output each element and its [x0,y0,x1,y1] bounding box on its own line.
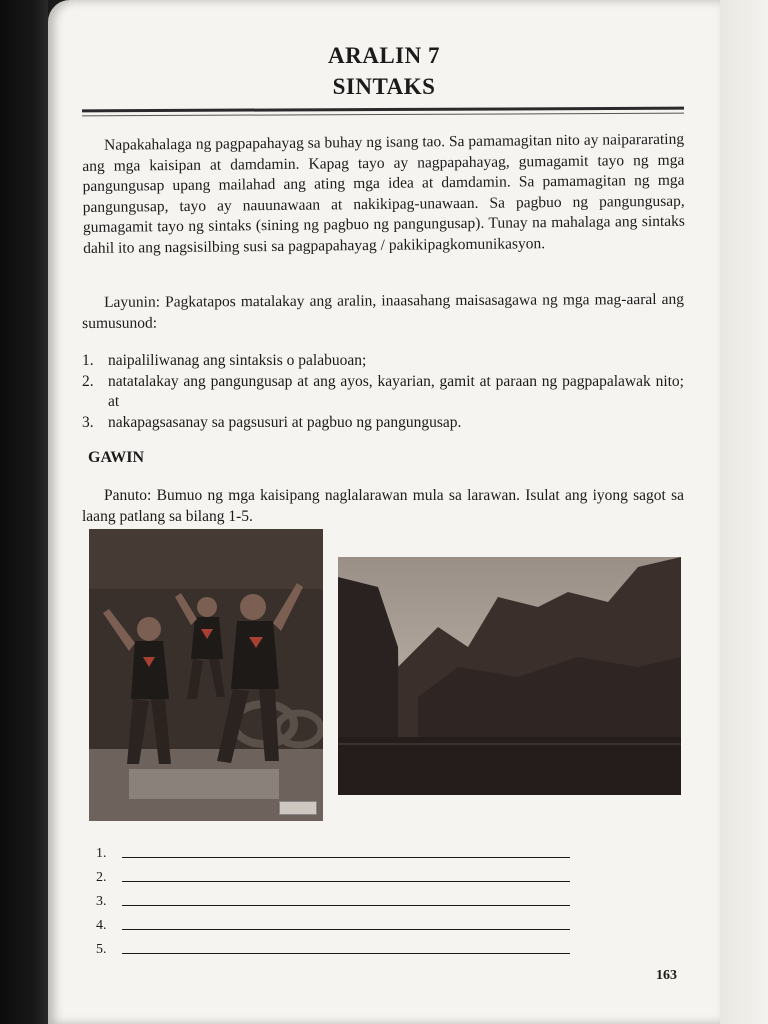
answer-number: 4. [96,918,107,933]
answer-blank[interactable] [122,929,570,930]
objective-item [82,372,684,413]
lesson-number: ARALIN 7 [328,43,440,68]
answer-number: 2. [96,870,107,885]
objective-text: naipaliliwanag ang sintaksis o palabuoan; [108,352,367,369]
instruction-paragraph: Panuto: Bumuo ng mga kaisipang naglalarawan mula sa larawan. Isulat ang iyong sagot sa laang patlang sa bilang 1-5. [82,487,684,525]
family-photo [89,529,323,821]
objective-number: 3. [82,413,94,431]
answer-blank[interactable] [122,905,570,906]
objective-number: 1. [82,352,94,369]
answer-row [96,838,570,862]
section-heading-gawin: GAWIN [88,449,145,466]
book-spine-shadow [0,0,48,1024]
mountain-photo-illustration [338,557,681,795]
intro-paragraph: Napakahalaga ng pagpapahayag sa buhay ng isang tao. Sa pamamagitan nito ay naipararating ang mga kaisipan at damdamin. Kapag tayo ay nagpapahayag, gumagamit tayo ng mga pangungusap upang mailahad ang ating mga idea at damdamin. Sa pamamagitan ng mga pangungusap, tayo ay nauunawaan at nakikipag-unawaan. Sa pagbuo ng pangungusap, gumagamit tayo ng sintaks (sining ng pagbuo ng pangungusap). Tunay na mahalaga ang sintaks dahil ito ang nagsisilbing susi sa pagpapahayag / pakikipagkomunikasyon. [82,130,686,257]
family-photo-illustration [89,529,323,821]
answer-lines [96,838,570,958]
answer-blank[interactable] [122,857,570,858]
answer-number: 5. [96,942,107,957]
answer-number: 3. [96,894,107,909]
mountain-photo [338,557,681,795]
objectives-intro: Layunin: Pagkatapos matalakay ang aralin, inaasahang maisasagawa ng mga mag-aaral ang sumusunod: [82,290,685,332]
objectives-list [82,351,684,433]
page-edge [720,0,768,1024]
lesson-topic: SINTAKS [332,74,436,99]
answer-row [96,934,570,958]
answer-blank[interactable] [122,953,570,954]
answer-row [96,910,570,934]
photo-stamp [279,801,317,815]
objective-number: 2. [82,372,94,390]
answer-row [96,886,570,910]
page-number: 163 [656,968,677,983]
objective-text: natatalakay ang pangungusap at ang ayos, kayarian, gamit at paraan ng pagpapalawak nito; at [108,372,684,410]
answer-blank[interactable] [122,881,570,882]
answer-number: 1. [96,846,107,861]
objective-item [82,351,684,372]
objective-text: nakapagsasanay sa pagsusuri at pagbuo ng pangungusap. [108,413,462,431]
answer-row [96,862,570,886]
objective-item [82,413,684,434]
lesson-title [48,40,720,102]
